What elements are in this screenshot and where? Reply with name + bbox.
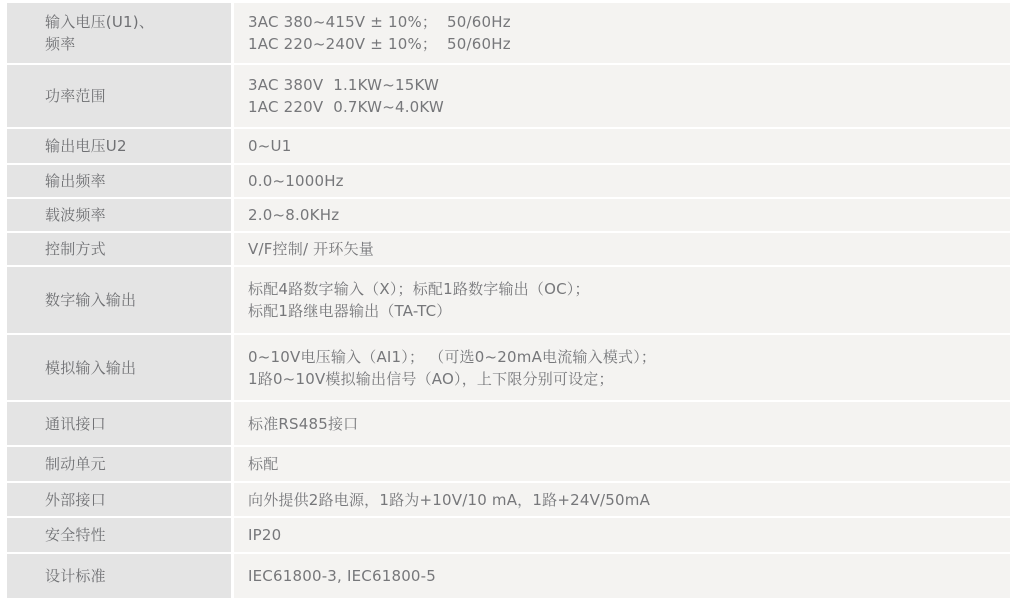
spec-label-line: 输出频率 [45,172,106,190]
spec-value-line: 0~U1 [248,137,292,155]
spec-value-line: 1AC 220~240V ± 10%； 50/60Hz [248,35,511,53]
spec-label-line: 安全特性 [45,526,106,544]
spec-label-cell [7,554,231,598]
spec-value-cell [234,335,1010,400]
table-row [7,165,1010,197]
spec-label-cell [7,165,231,197]
spec-label-cell [7,199,231,231]
spec-value-line: IEC61800-3, IEC61800-5 [248,567,437,585]
spec-label-line: 输出电压U2 [45,137,127,155]
spec-label-line: 功率范围 [45,87,106,105]
spec-value-line: 2.0~8.0KHz [248,206,340,224]
spec-value-line: 向外提供2路电源，1路为+10V/10 mA，1路+24V/50mA [248,490,651,509]
spec-table [7,3,1010,600]
spec-value-line: 0.0~1000Hz [248,172,344,190]
table-row [7,233,1010,265]
spec-value-line: 3AC 380V 1.1KW~15KW [248,76,439,94]
spec-label-line: 控制方式 [45,240,106,258]
spec-value-cell [234,199,1010,231]
spec-value-line: 0~10V电压输入（AI1）； （可选0~20mA电流输入模式）； [248,347,657,366]
spec-value-cell [234,3,1010,63]
spec-label-cell [7,518,231,552]
spec-value-line: 标配 [248,455,279,473]
spec-label-cell [7,483,231,516]
spec-label-line: 输入电压(U1)、 [45,13,155,31]
table-row [7,65,1010,127]
spec-label-cell [7,65,231,127]
table-row [7,447,1010,481]
spec-label-line: 模拟输入输出 [45,358,137,377]
table-row [7,402,1010,445]
spec-value-cell [234,402,1010,445]
spec-label-cell [7,233,231,265]
table-row [7,3,1010,63]
spec-value-cell [234,518,1010,552]
spec-label-line: 通讯接口 [45,414,106,433]
spec-value-line: V/F控制/ 开环矢量 [248,240,374,258]
spec-value-line: 标配4路数字输入（X）；标配1路数字输出（OC）； [248,280,590,298]
spec-value-cell [234,267,1010,333]
spec-value-cell [234,483,1010,516]
spec-value-cell [234,447,1010,481]
spec-value-line: 标配1路继电器输出（TA-TC） [248,302,452,320]
spec-value-line: 1AC 220V 0.7KW~4.0KW [248,98,444,116]
spec-value-line: 3AC 380~415V ± 10%； 50/60Hz [248,13,511,31]
spec-value-cell [234,65,1010,127]
spec-value-line: 标准RS485接口 [248,414,359,433]
spec-label-line: 频率 [45,35,76,53]
spec-label-line: 外部接口 [45,490,106,509]
spec-label-line: 设计标准 [45,567,106,585]
spec-label-line: 制动单元 [45,455,106,473]
table-row [7,199,1010,231]
spec-value-cell [234,165,1010,197]
table-row [7,483,1010,516]
spec-label-cell [7,402,231,445]
spec-label-cell [7,267,231,333]
spec-label-cell [7,335,231,400]
spec-value-cell [234,233,1010,265]
table-row [7,129,1010,163]
table-row [7,518,1010,552]
spec-label-cell [7,3,231,63]
table-row [7,554,1010,598]
spec-value-line: 1路0~10V模拟输出信号（AO），上下限分别可设定； [248,369,614,388]
spec-value-cell [234,129,1010,163]
spec-label-cell [7,129,231,163]
spec-label-cell [7,447,231,481]
spec-value-cell [234,554,1010,598]
table-row [7,267,1010,333]
table-row [7,335,1010,400]
spec-value-line: IP20 [248,526,282,544]
spec-label-line: 数字输入输出 [45,291,137,309]
spec-label-line: 载波频率 [45,206,106,224]
